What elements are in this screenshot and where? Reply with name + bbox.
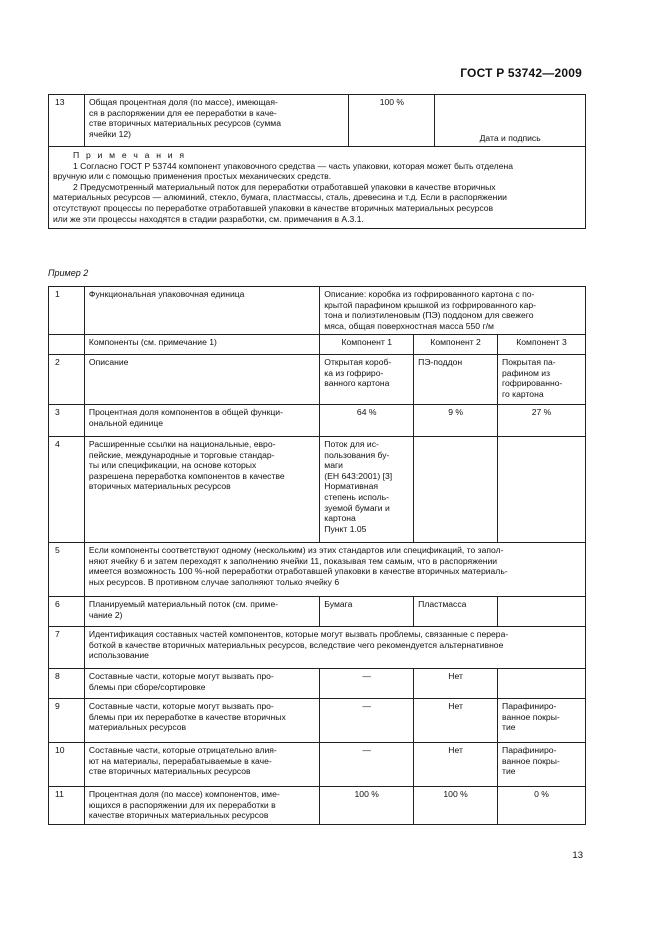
row-number: 11 [49, 787, 85, 825]
line: Общая процентная доля (по массе), имеющая- [88, 97, 278, 107]
line: зуемой бумаги и [324, 502, 390, 513]
cell [498, 437, 586, 543]
row-label [84, 405, 319, 437]
line: ся в распоряжении для ее переработки в каче- [88, 107, 277, 118]
cell [498, 699, 586, 743]
row-number: 6 [49, 597, 85, 627]
line: стве вторичных материальных ресурсов [88, 766, 251, 777]
line: Парафиниро- [502, 745, 557, 755]
row-label [84, 743, 319, 787]
cell [498, 355, 586, 405]
note-1-line: вручную или с помощью применения простых механических средств. [53, 171, 332, 182]
table-row [49, 335, 586, 355]
line: Расширенные ссылки на национальные, евро- [88, 439, 276, 449]
unit-description [320, 287, 586, 335]
table-row [49, 743, 586, 787]
note-2-line: материальных ресурсов — алюминий, стекло, бумага, пластмассы, сталь, древесина и т.д. Если в распоряжении [53, 192, 507, 203]
line: ющихся в распоряжении для их переработки в [88, 799, 276, 810]
table-row [49, 669, 586, 699]
cell [498, 597, 586, 627]
line: Описание: коробка из гофрированного картона с по- [324, 289, 535, 299]
line: Открытая короб- [324, 357, 392, 367]
line: ячейки 12) [88, 128, 132, 139]
table-row [49, 787, 586, 825]
line: ванное покры- [502, 755, 560, 766]
cell: 100 % [414, 787, 498, 825]
cell: 0 % [498, 787, 586, 825]
table-row [49, 355, 586, 405]
line: использование [88, 650, 149, 661]
table-row [49, 437, 586, 543]
table-row [49, 287, 586, 335]
line: ональной единице [88, 417, 163, 428]
line: ты или спецификации, на основе которых [88, 460, 257, 471]
line: тие [502, 722, 516, 733]
note-2-line: 2 Предусмотренный материальный поток для переработки отработавшей упаковки в качестве вторичных [73, 181, 496, 192]
row-number: 2 [49, 355, 85, 405]
line: вторичных материальных ресурсов [88, 481, 231, 492]
row-label: Функциональная упаковочная единица [84, 287, 319, 335]
row-number: 1 [49, 287, 85, 335]
cell: 64 % [320, 405, 414, 437]
row-label [84, 699, 319, 743]
row-number: 5 [49, 543, 85, 597]
cell [498, 743, 586, 787]
cell [414, 437, 498, 543]
row-number: 9 [49, 699, 85, 743]
cell: — [320, 669, 414, 699]
line: го картона [502, 388, 544, 399]
row-number: 8 [49, 669, 85, 699]
row-number [49, 335, 85, 355]
row-label [84, 669, 319, 699]
line: гофрированно- [502, 378, 563, 389]
line: Парафиниро- [502, 701, 557, 711]
line: тона и полиэтиленовым (ПЭ) поддоном для свежего [324, 310, 534, 321]
line: Идентификация составных частей компонентов, которые могут вызвать проблемы, связанные с перера- [88, 629, 509, 639]
row-label: Описание [84, 355, 319, 405]
line: Нормативная [324, 481, 379, 492]
table-row [49, 95, 586, 147]
column-header: Компонент 1 [320, 335, 414, 355]
note-2-line: отсутствуют процессы по переработке отработавшей упаковки в качестве вторичных материальных ресурсов [53, 202, 494, 213]
cell: Бумага [320, 597, 414, 627]
line: пользования бу- [324, 449, 390, 460]
line: чание 2) [88, 609, 123, 620]
line: Процентная доля компонентов в общей функци- [88, 407, 283, 417]
signature-label: Дата и подпись [479, 133, 541, 144]
cell [320, 437, 414, 543]
row-label [84, 787, 319, 825]
line: Процентная доля (по массе) компонентов, име- [88, 789, 280, 799]
notes-row [49, 147, 586, 229]
line: ка из гофриро- [324, 367, 384, 378]
row-number: 10 [49, 743, 85, 787]
line: крытой парафином крышкой из гофрированного кар- [324, 299, 537, 310]
row-label [84, 95, 349, 147]
line: имеется возможность 100 %-ной переработки отработавшей упаковки в качестве вторичных материаль- [88, 566, 508, 577]
cell: Нет [414, 743, 498, 787]
line: (ЕН 643:2001) [3] [324, 470, 393, 481]
table-row [49, 543, 586, 597]
note-1-line: 1 Согласно ГОСТ Р 53744 компонент упаковочного средства — часть упаковки, которая может быть отделена [73, 160, 513, 171]
line: блемы при сборе/сортировке [88, 681, 206, 692]
cell: Пластмасса [414, 597, 498, 627]
cell: 9 % [414, 405, 498, 437]
column-header: Компонент 3 [498, 335, 586, 355]
line: степень исполь- [324, 491, 389, 502]
cell [320, 355, 414, 405]
line: няют ячейку 6 и затем переходят к заполнению ячейки 11, показывая тем самым, что в распоряжении [88, 555, 498, 566]
line: Пункт 1.05 [324, 523, 367, 534]
line: Составные части, которые могут вызвать про- [88, 701, 274, 711]
line: мяса, общая поверхностная масса 550 г/м [324, 320, 494, 331]
column-header: Компонент 2 [414, 335, 498, 355]
notes-cell [49, 147, 586, 229]
line: разрешена переработка компонентов в качестве [88, 470, 285, 481]
line: ванного картона [324, 378, 390, 389]
cell: Нет [414, 669, 498, 699]
cell: 100 % [320, 787, 414, 825]
cell: ПЭ-поддон [414, 355, 498, 405]
line: пейские, международные и торговые стандар- [88, 449, 275, 460]
line: блемы при их переработке в качестве вторичных [88, 711, 286, 722]
line: ют на материалы, перерабатываемые в каче- [88, 755, 272, 766]
value-cell: 100 % [349, 95, 435, 147]
table-row [49, 699, 586, 743]
table-row [49, 597, 586, 627]
row-label [84, 437, 319, 543]
line: боткой в качестве вторичных материальных ресурсов, вследствие чего рекомендуется альтернативное [88, 639, 504, 650]
row-number: 13 [49, 95, 85, 147]
wide-text-cell [84, 627, 585, 669]
line: Если компоненты соответствуют одному (нескольким) из этих стандартов или спецификаций, то запол- [88, 545, 504, 555]
line: картона [324, 513, 356, 524]
note-2-line: или же эти процессы находятся в стадии разработки, см. примечания в А.3.1. [53, 213, 364, 224]
row-number: 3 [49, 405, 85, 437]
row-label [84, 597, 319, 627]
example-table [48, 286, 586, 825]
line: стве вторичных материальных ресурсов (сумма [88, 118, 281, 129]
line: материальных ресурсов [88, 722, 187, 733]
line: тие [502, 766, 516, 777]
example-label: Пример 2 [48, 268, 89, 278]
cell: Нет [414, 699, 498, 743]
cell: — [320, 699, 414, 743]
row-label: Компоненты (см. примечание 1) [84, 335, 319, 355]
row-number: 7 [49, 627, 85, 669]
signature-cell [435, 95, 586, 147]
notes-heading: П р и м е ч а н и я [73, 150, 187, 160]
line: маги [324, 460, 343, 471]
page-number: 13 [572, 850, 583, 861]
document-header: ГОСТ Р 53742—2009 [460, 66, 582, 80]
line: качестве вторичных материальных ресурсов [88, 810, 269, 821]
wide-text-cell [84, 543, 585, 597]
line: Составные части, которые отрицательно влия- [88, 745, 277, 755]
line: Составные части, которые могут вызвать про- [88, 671, 274, 681]
table-row [49, 405, 586, 437]
line: Покрытая па- [502, 357, 556, 367]
line: Поток для ис- [324, 439, 379, 449]
cell: — [320, 743, 414, 787]
cell [498, 669, 586, 699]
line: ванное покры- [502, 711, 560, 722]
cell: 27 % [498, 405, 586, 437]
line: ных ресурсов. В противном случае заполняют только ячейку 6 [88, 576, 340, 587]
table-row [49, 627, 586, 669]
row-number: 4 [49, 437, 85, 543]
line: рафином из [502, 367, 551, 378]
top-table [48, 94, 586, 229]
line: Планируемый материальный поток (см. приме- [88, 599, 279, 609]
